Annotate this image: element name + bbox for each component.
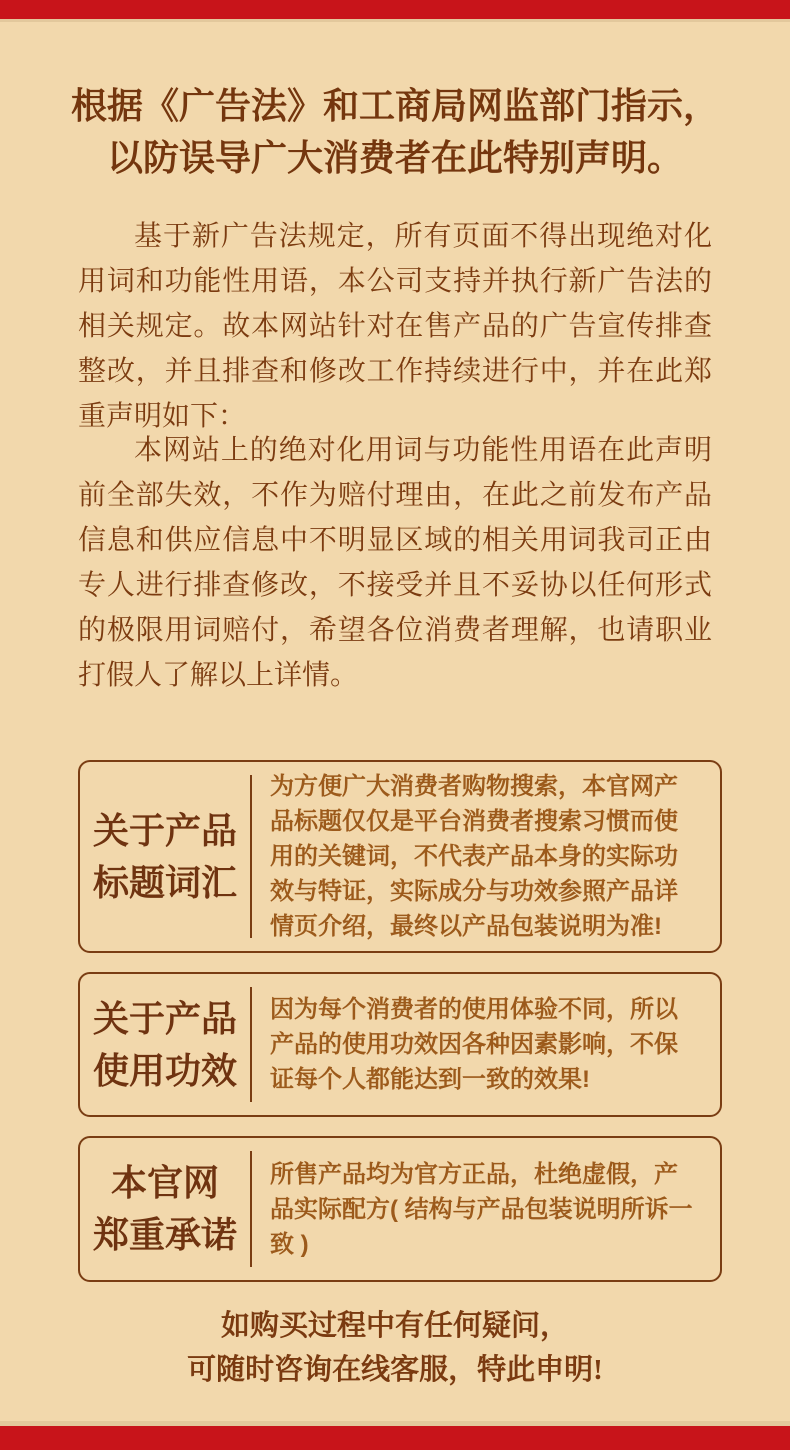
footer-note-line-2: 可随时咨询在线客服，特此申明! xyxy=(187,1354,603,1386)
notice-box-body-text: 为方便广大消费者购物搜索，本官网产品标题仅仅是平台消费者搜索习惯而使用的关键词，不代表产品本身的实际功效与特证，实际成分与功效参照产品详情页介绍，最终以产品包装说明为准! xyxy=(270,773,678,940)
notice-box-title-line-1: 关于产品 xyxy=(92,810,237,851)
notice-box-title xyxy=(80,974,250,1115)
page-title-line-1: 根据《广告法》和工商局网监部门指示， xyxy=(70,86,719,126)
notice-box-product-title-keywords xyxy=(78,760,722,953)
page-title xyxy=(0,80,790,184)
notice-box-official-promise xyxy=(78,1136,722,1282)
statement-paragraph-1: 基于新广告法规定，所有页面不得出现绝对化用词和功能性用语，本公司支持并执行新广告法的相关规定。故本网站针对在售产品的广告宣传排查整改，并且排查和修改工作持续进行中，并在此郑重声明如下： xyxy=(78,221,712,432)
top-edge-shadow-line xyxy=(0,19,790,22)
notice-box-title xyxy=(80,1138,250,1280)
bottom-red-bar xyxy=(0,1426,790,1450)
top-red-bar xyxy=(0,0,790,19)
page-title-line-2: 以防误导广大消费者在此特别声明。 xyxy=(106,138,683,178)
notice-box-title-line-1: 本官网 xyxy=(110,1163,219,1203)
footer-note-line-1: 如购买过程中有任何疑问， xyxy=(220,1310,569,1342)
notice-box-title-line-2: 郑重承诺 xyxy=(92,1215,237,1255)
footer-note xyxy=(0,1304,790,1392)
notice-box-title-line-2: 使用功效 xyxy=(92,1050,237,1091)
notice-box-title xyxy=(80,762,250,951)
notice-box-body xyxy=(252,1138,720,1280)
statement-paragraph-2: 本网站上的绝对化用词与功能性用语在此声明前全部失效，不作为赔付理由，在此之前发布产品信息和供应信息中不明显区域的相关用词我司正由专人进行排查修改，不接受并且不妥协以任何形式的极限用词赔付，希望各位消费者理解，也请职业打假人了解以上详情。 xyxy=(78,435,712,691)
notice-box-body-text: 因为每个消费者的使用体验不同，所以产品的使用功效因各种因素影响，不保证每个人都能达到一致的效果! xyxy=(270,996,678,1093)
notice-box-body-text: 所售产品均为官方正品，杜绝虚假，产品实际配方( 结构与产品包装说明所诉一致 ) xyxy=(270,1160,693,1258)
notice-box-product-effect xyxy=(78,972,722,1117)
notice-box-body xyxy=(252,762,720,951)
notice-box-title-line-2: 标题词汇 xyxy=(92,862,237,903)
notice-box-body xyxy=(252,974,720,1115)
notice-box-title-line-1: 关于产品 xyxy=(92,998,237,1039)
